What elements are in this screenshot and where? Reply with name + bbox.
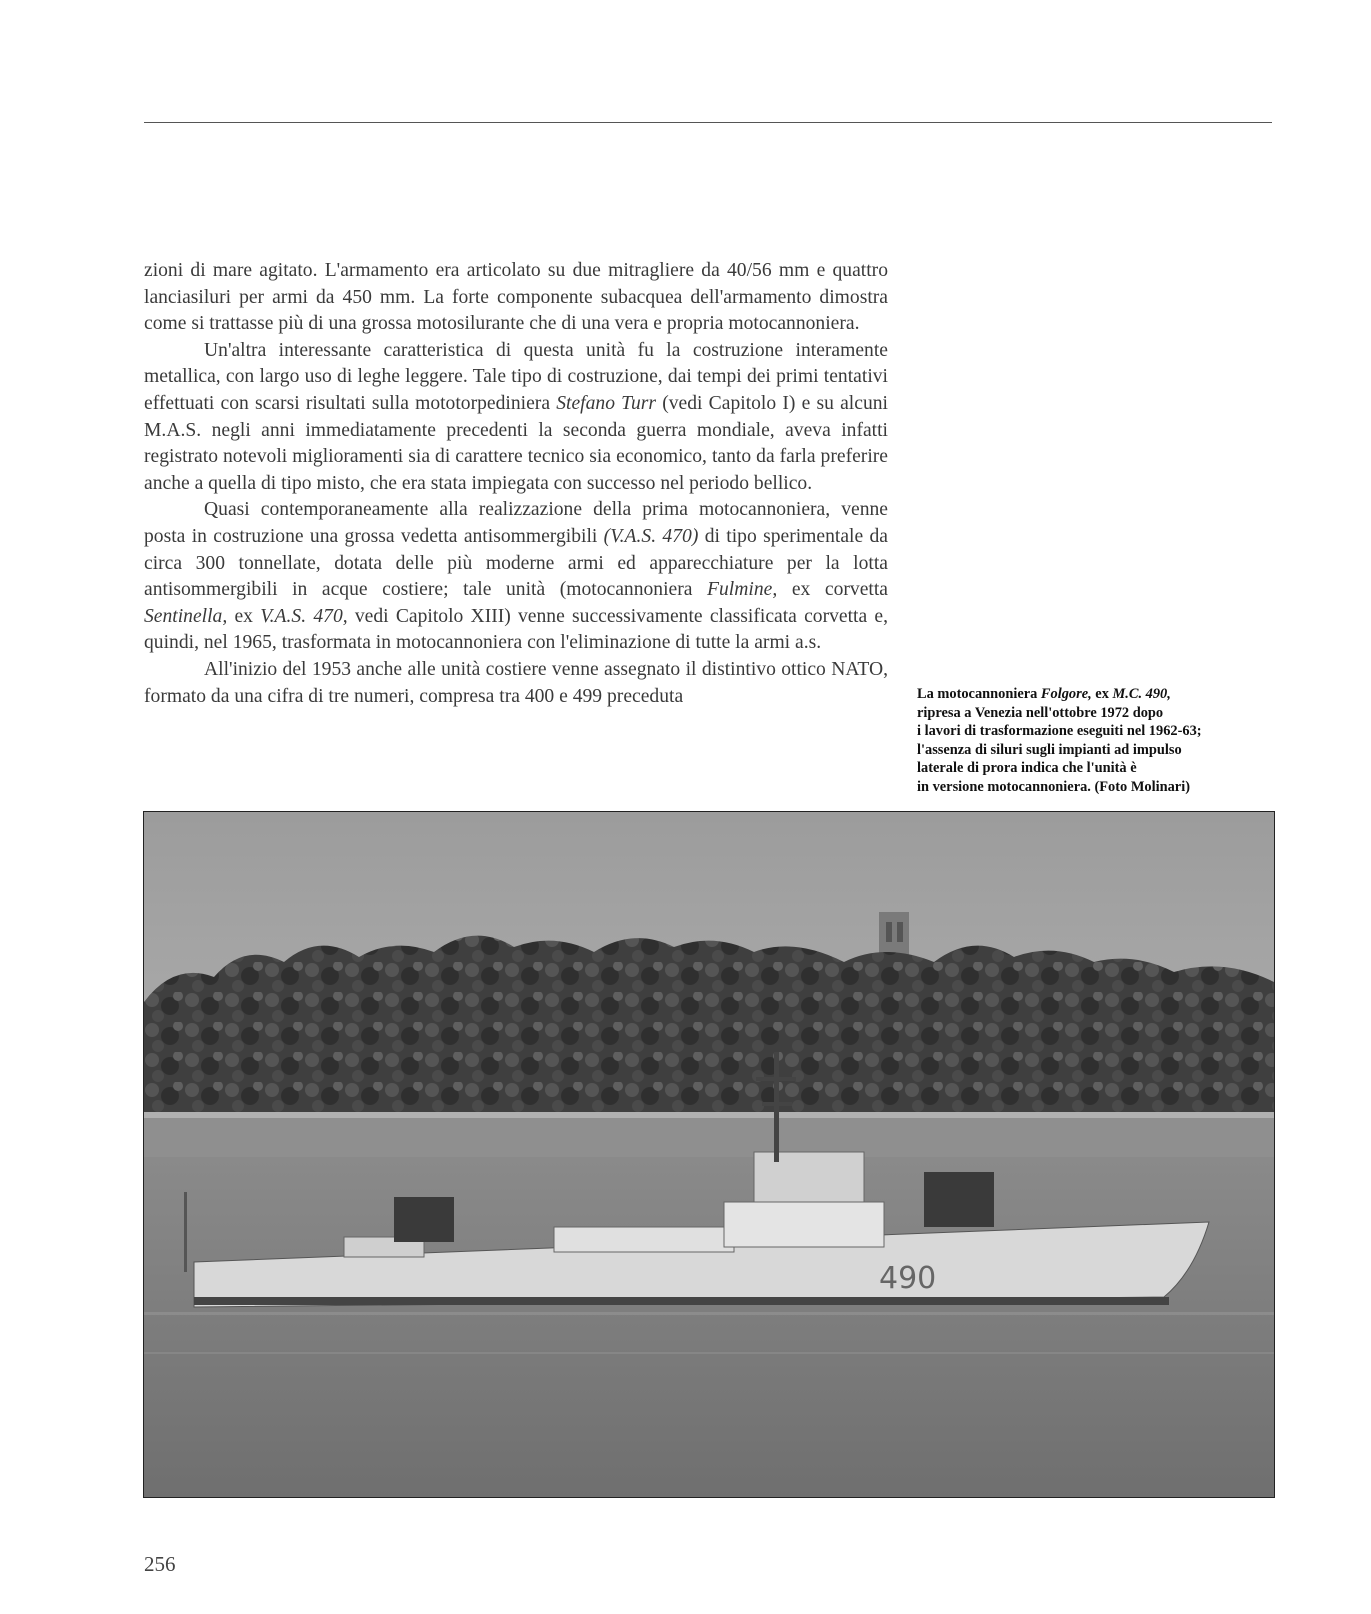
caption-line-2: ripresa a Venezia nell'ottobre 1972 dopo bbox=[917, 704, 1164, 721]
forward-gun bbox=[394, 1197, 454, 1242]
water bbox=[144, 1157, 1274, 1497]
embankment bbox=[144, 1112, 1274, 1157]
caption-line-5: laterale di prora indica che l'unità è bbox=[917, 760, 1137, 776]
p3-vas-470: V.A.S. 470, bbox=[260, 605, 348, 627]
caption-line-4: l'assenza di siluri sugli impianti ad impulso bbox=[917, 741, 1182, 758]
p2-ship-name: Stefano Turr bbox=[556, 392, 657, 414]
ship-photo-graphic bbox=[144, 812, 1274, 1497]
caption-ship-id: M.C. 490, bbox=[1112, 686, 1171, 702]
p3-text-e: vedi Capitolo XIII) venne successivamente classificata corvetta e, quindi, nel 1965, trasformata in motocannoniera con l'eliminazione di tutte la armi a.s. bbox=[144, 605, 888, 654]
p3-text-d: ex bbox=[227, 605, 261, 627]
hull-number: 490 bbox=[879, 1261, 937, 1296]
caption-line-1 bbox=[917, 685, 1277, 704]
paragraph-3 bbox=[144, 497, 888, 657]
p3-text-a: Quasi contemporaneamente alla realizzazione della prima motocannoniera, venne posta in costruzione una grossa vedetta antisommergibili bbox=[144, 499, 888, 547]
header-rule bbox=[144, 122, 1272, 123]
caption-text: La motocannoniera bbox=[917, 686, 1041, 702]
page-number: 256 bbox=[144, 1552, 176, 1576]
body-text bbox=[144, 258, 888, 710]
p3-sentinella: Sentinella, bbox=[144, 605, 228, 627]
p2-text-b: (vedi Capitolo I) e su alcuni M.A.S. negli anni immediatamente precedenti la seconda guerra mondiale, aveva infatti registrato notevoli miglioramenti sia di carattere tecnico sia economico, tanto da farla preferire anche a quella di tipo misto, che era stata impiegata con successo nel periodo bellico. bbox=[144, 392, 888, 494]
ship-photo bbox=[143, 811, 1275, 1498]
photo-caption bbox=[917, 685, 1277, 796]
p3-text-c: ex corvetta bbox=[777, 579, 888, 601]
mast bbox=[774, 1052, 779, 1162]
p3-text-b: di tipo sperimentale da circa 300 tonnellate, dotata delle più moderne armi ed apparecchiature per la lotta antisommergibili in acque costiere; tale unità (motocannoniera bbox=[144, 525, 888, 601]
p2-text-a: Un'altra interessante caratteristica di questa unità fu la costruzione interamente metallica, con largo uso di leghe leggere. Tale tipo di costruzione, dai tempi dei primi tentativi effettuati con scarsi risultati sulla mototorpediniera bbox=[144, 339, 888, 414]
tree-line bbox=[144, 936, 1274, 1142]
aft-gun bbox=[924, 1172, 994, 1227]
caption-ship-name: Folgore, bbox=[1040, 686, 1092, 702]
caption-text: ex bbox=[1091, 686, 1113, 702]
p3-fulmine: Fulmine, bbox=[707, 579, 778, 601]
paragraph-2 bbox=[144, 338, 888, 498]
p3-vas-ref: (V.A.S. 470) bbox=[603, 525, 699, 547]
paragraph-4: All'inizio del 1953 anche alle unità costiere venne assegnato il distintivo ottico NATO, formato da una cifra di tre numeri, compresa tra 400 e 499 preceduta bbox=[144, 658, 888, 707]
caption-line-3: i lavori di trasformazione eseguiti nel 1962-63; bbox=[917, 723, 1202, 739]
paragraph-1: zioni di mare agitato. L'armamento era articolato su due mitragliere da 40/56 mm e quattro lanciasiluri per armi da 450 mm. La forte componente subacquea dell'armamento dimostra come si trattasse più di una grossa motosilurante che di una vera e propria motocannoniera. bbox=[144, 260, 888, 335]
superstructure bbox=[724, 1202, 884, 1247]
caption-line-6: in versione motocannoniera. (Foto Molinari) bbox=[917, 778, 1190, 795]
